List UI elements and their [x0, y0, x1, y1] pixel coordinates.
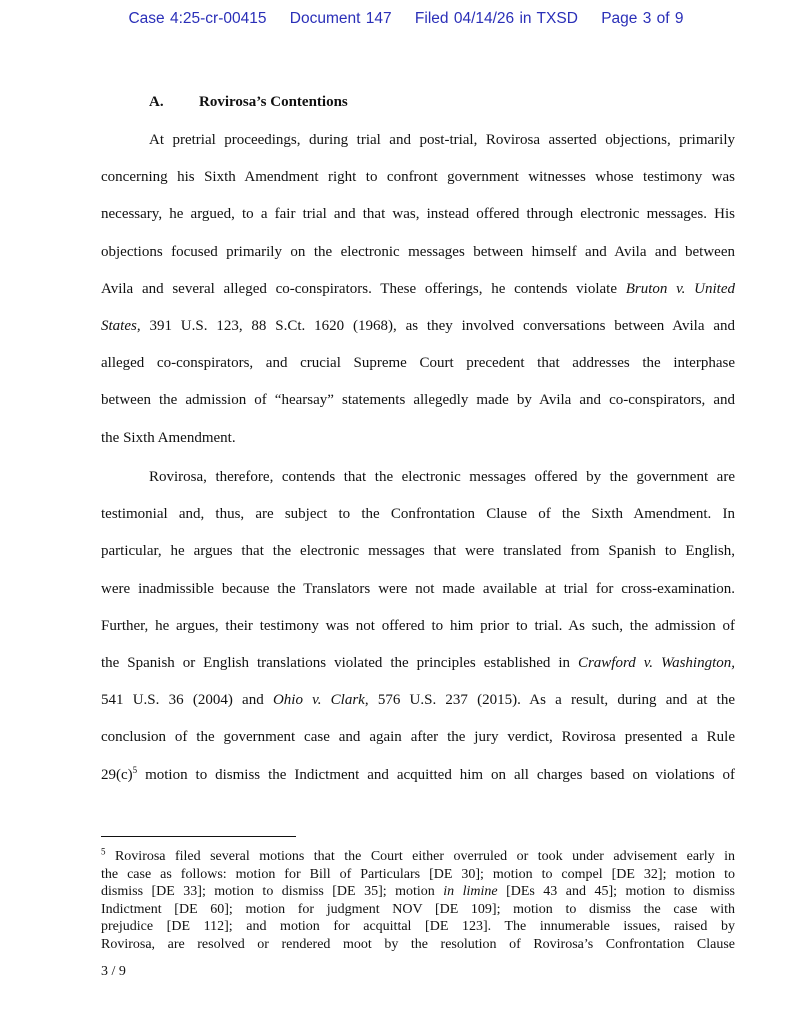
case-citation: Ohio v. Clark	[272, 692, 365, 709]
text-line: particular, he argues that the electronic messages that were translated from Spanish to English,	[101, 543, 735, 560]
footnote-line: the case as follows: motion for Bill of Particulars [DE 30]; motion to compel [DE 32]; motion to	[101, 866, 735, 882]
case-citation: Bruton v. United	[625, 280, 735, 297]
text-line: Rovirosa, therefore, contends that the electronic messages offered by the government are	[149, 469, 735, 485]
text-line: At pretrial proceedings, during trial and post-trial, Rovirosa asserted objections, primarily	[149, 132, 735, 148]
text-span: , 391 U.S. 123, 88 S.Ct. 1620 (1968), as they involved conversations between Avila and	[136, 317, 735, 334]
text-span: Rovirosa filed several motions that the Court either overruled or took under advisement early in	[105, 849, 735, 864]
footnote-marker: 5	[101, 846, 106, 857]
footnote-line	[101, 848, 735, 866]
text-line: alleged co-conspirators, and crucial Supreme Court precedent that addresses the interphase	[101, 355, 735, 372]
section-heading	[149, 94, 348, 111]
footnote-line: prejudice [DE 112]; and motion for acquittal [DE 123]. The innumerable issues, raised by	[101, 919, 735, 934]
page-number: 3 / 9	[101, 964, 126, 979]
footnote-reference[interactable]: 5	[132, 764, 138, 775]
text-line: objections focused primarily on the electronic messages between himself and Avila and between	[101, 243, 735, 260]
case-citation: Crawford v. Washington,	[577, 654, 735, 671]
section-title: Rovirosa’s Contentions	[199, 94, 348, 110]
text-line: between the admission of “hearsay” statements allegedly made by Avila and co-conspirators, and	[101, 392, 735, 409]
case-number: Case 4:25-cr-00415	[128, 10, 267, 27]
text-line: Further, he argues, their testimony was not offered to him prior to trial. As such, the admission of	[101, 617, 735, 634]
text-line: the Sixth Amendment.	[101, 429, 236, 446]
text-span: 29(c)	[101, 766, 133, 783]
text-line: conclusion of the government case and again after the jury verdict, Rovirosa presented a Rule	[101, 729, 735, 746]
text-line: testimonial and, thus, are subject to the Confrontation Clause of the Sixth Amendment. In	[101, 506, 735, 523]
text-span: 541 U.S. 36 (2004) and	[101, 692, 273, 709]
text-span: the Spanish or English translations violated the principles established in	[101, 654, 578, 671]
footnote-line: Indictment [DE 60]; motion for judgment NOV [DE 109]; motion to dismiss the case with	[101, 901, 735, 917]
footnote-line	[101, 883, 735, 901]
text-line	[101, 645, 735, 682]
case-citation: States	[101, 317, 137, 334]
text-line	[101, 271, 735, 308]
text-span: dismiss [DE 33]; motion to dismiss [DE 35]; motion	[101, 884, 444, 899]
filed-date: Filed 04/14/26 in TXSD	[414, 10, 578, 27]
footnote-line: Rovirosa, are resolved or rendered moot by the resolution of Rovirosa’s Confrontation Clause	[101, 936, 735, 952]
text-line: were inadmissible because the Translators were not made available at trial for cross-examination.	[101, 580, 735, 597]
paragraph-1	[101, 122, 735, 457]
page-of-pages: Page 3 of 9	[601, 10, 684, 27]
latin-term: in limine	[443, 884, 498, 899]
text-line: necessary, he argued, to a fair trial and that was, instead offered through electronic messages. His	[101, 206, 735, 223]
text-line: concerning his Sixth Amendment right to confront government witnesses whose testimony was	[101, 169, 735, 186]
footnote-separator	[101, 836, 296, 837]
text-span: motion to dismiss the Indictment and acquitted him on all charges based on violations of	[137, 766, 735, 783]
text-span: , 576 U.S. 237 (2015). As a result, during and at the	[364, 692, 735, 709]
text-line	[101, 308, 735, 345]
text-line	[101, 757, 735, 794]
document-number: Document 147	[289, 10, 392, 27]
text-line	[101, 682, 735, 719]
section-number: A.	[149, 94, 164, 110]
footnote-5	[101, 848, 735, 953]
paragraph-2	[101, 459, 735, 794]
text-span: Avila and several alleged co-conspirators. These offerings, he contends violate	[101, 280, 626, 297]
ecf-header-stamp	[0, 10, 812, 28]
text-span: [DEs 43 and 45]; motion to dismiss	[497, 884, 735, 899]
